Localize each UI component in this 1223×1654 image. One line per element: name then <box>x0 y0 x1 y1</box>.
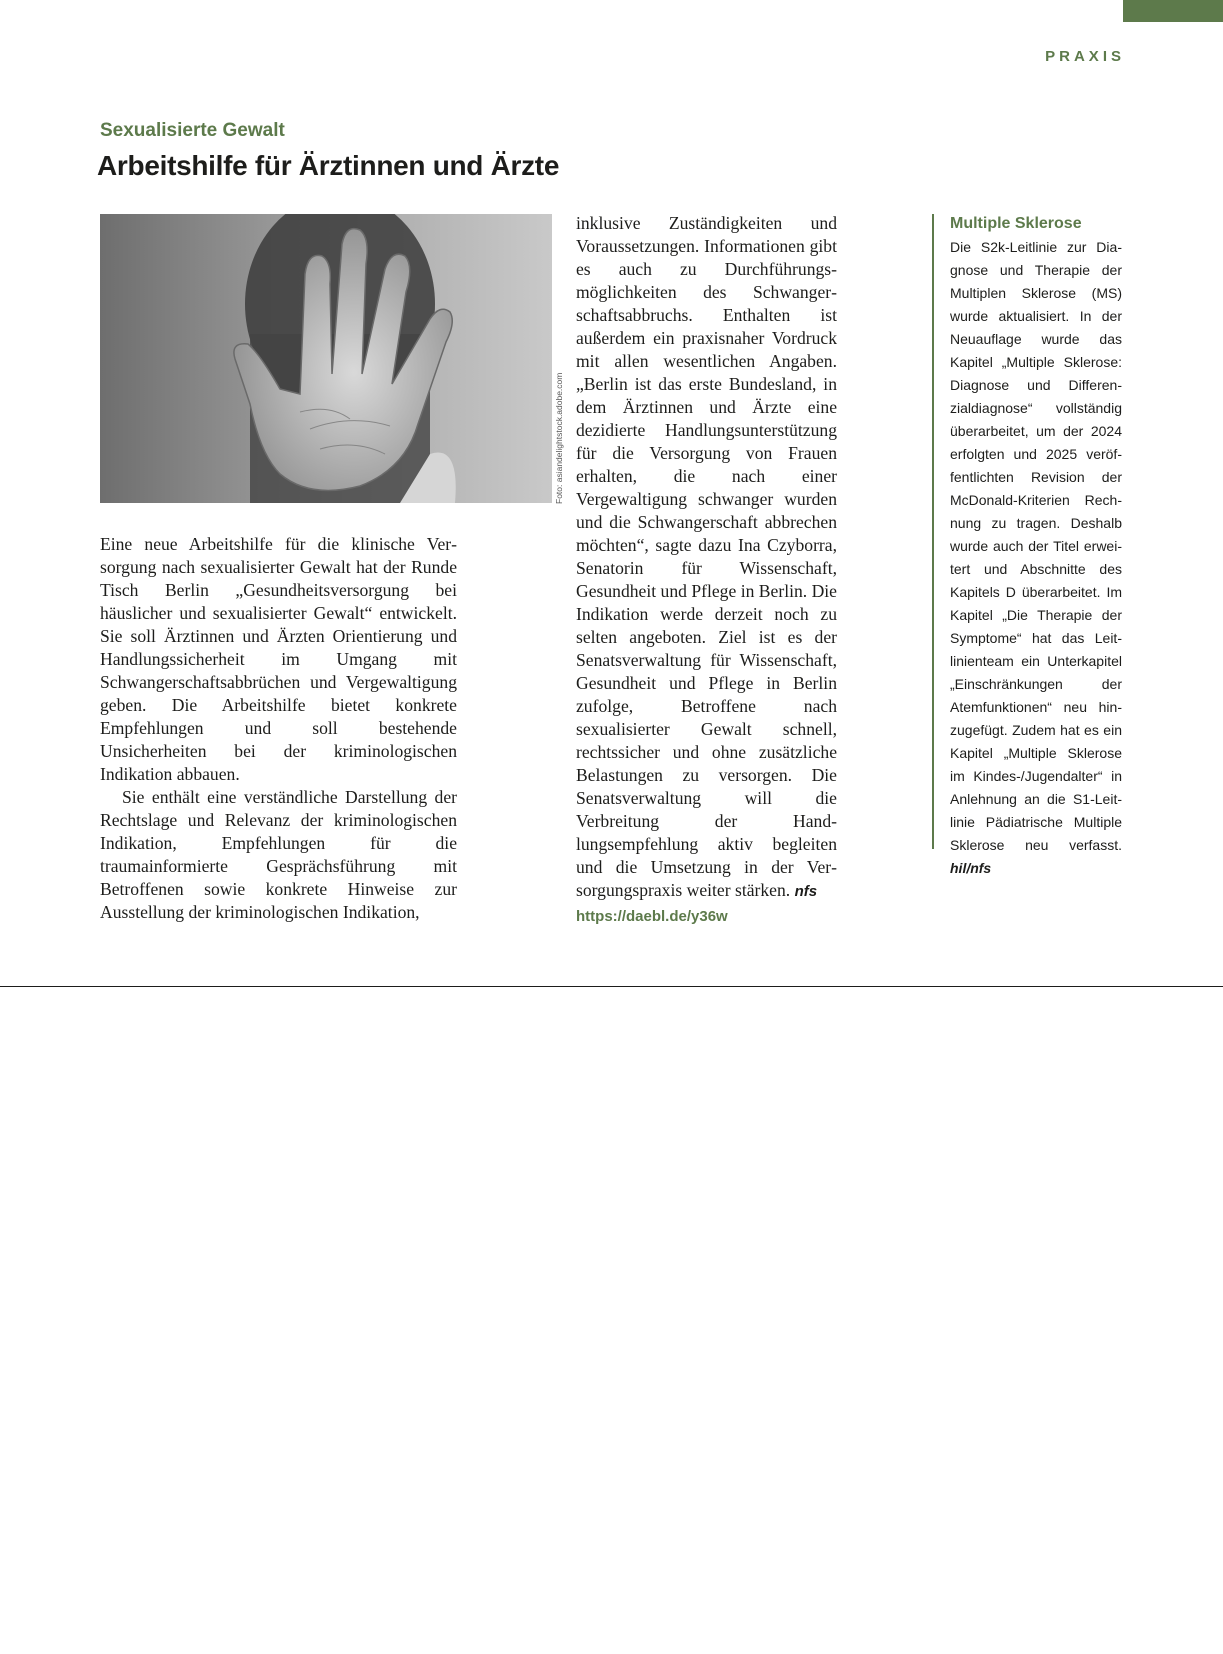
section-color-tab <box>1123 0 1223 22</box>
article-photo-raised-hand <box>100 214 552 503</box>
article-column-left <box>100 533 457 924</box>
sidebar-title: Multiple Sklerose <box>950 215 1082 232</box>
article-kicker: Sexualisierte Gewalt <box>100 120 285 141</box>
article-paragraph-1: Eine neue Arbeitshilfe für die klinische Versorgung nach sexualisierter Gewalt hat der Runde Tisch Berlin „Gesundheitsversorgung bei häuslicher und sexualisierter Gewalt“ entwickelt. Sie soll Ärztinnen und Ärzten Orientierung und Handlungssicherheit im Umgang mit Schwangerschaftsabbrüchen und Vergewaltigung geben. Die Arbeitshilfe bietet konkrete Empfehlungen und soll bestehende Unsicherheiten bei der kriminologischen Indikation abbauen. <box>100 534 457 784</box>
article-title: Arbeitshilfe für Ärztinnen und Ärzte <box>97 150 560 181</box>
article-link[interactable]: https://daebl.de/y36w <box>576 908 728 925</box>
article-column-middle <box>576 212 837 928</box>
article-author: nfs <box>794 883 818 900</box>
article-paragraph-2-start: Sie enthält eine verständliche Darstellung der Rechtslage und Relevanz der kriminologischen Indikation, Empfehlungen für die traumainformierte Gesprächsführung mit Betroffenen sowie konkrete Hinweise zur Ausstellung der kriminologischen Indikation, <box>100 787 457 922</box>
sidebar-text: Die S2k-Leitlinie zur Diagnose und Therapie der Multiplen Sklerose (MS) wurde aktualisiert. In der Neuauflage wurde das Kapitel „Multiple Sklerose: Diagnose und Differenzialdiagnose“ vollständig überarbeitet, um der 2024 erfolgten und 2025 veröffentlichten Revision der McDonald-Kriterien Rechnung zu tragen. Deshalb wurde auch der Titel erweitert und Abschnitte des Kapitels D überarbeitet. Im Kapitel „Die Therapie der Symptome“ hat das Leitlinienteam ein Unterkapitel „Einschränkungen der Atemfunktionen“ neu hinzugefügt. Zudem hat es ein Kapitel „Multiple Sklerose im Kindes-/Jugendalter“ in Anlehnung an die S1-Leitlinie Pädiatrische Multiple Sklerose neu verfasst. hil/nfs <box>950 239 1122 876</box>
news-sidebar <box>932 214 1122 876</box>
section-label: PRAXIS <box>1045 48 1125 65</box>
sidebar-author: hil/nfs <box>950 860 992 876</box>
article-paragraph-2-continued: inklusive Zuständigkeiten und Voraussetzungen. Informationen gibt es auch zu Durchführungsmöglichkeiten des Schwangerschaftsabbruchs. Enthalten ist außerdem ein praxisnaher Vordruck mit allen wesentlichen Angaben. „Berlin ist das erste Bundesland, in dem Ärztinnen und Ärzte eine dezidierte Handlungsunterstützung für die Versorgung von Frauen erhalten, die nach einer Vergewaltigung schwanger wurden und die Schwangerschaft abbrechen möchten“, sagte dazu Ina Czyborra, Senatorin für Wissenschaft, Gesundheit und Pflege in Berlin. Die Indikation werde derzeit noch zu selten angeboten. Ziel ist es der Senatsverwaltung für Wissenschaft, Gesundheit und Pflege in Berlin zufolge, Betroffene nach sexualisierter Gewalt schnell, rechtssicher und ohne zusätzliche Belastungen zu versorgen. Die Senatsverwaltung will die Verbreitung der Handlungsempfehlung aktiv begleiten und die Umsetzung in der Versorgungspraxis weiter stärken. nfs <box>576 213 837 900</box>
page-divider <box>0 986 1223 987</box>
